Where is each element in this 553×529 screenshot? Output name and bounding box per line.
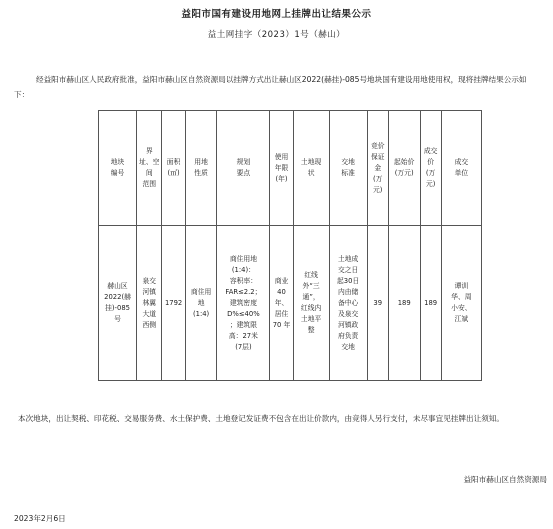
table-header-row [99,111,482,226]
cell-start-price: 189 [388,226,420,381]
header-cell-parcel-no: 地块 编号 [99,111,137,226]
cell-boundary: 泉交 河镇 林翼 大道 西侧 [137,226,162,381]
header-cell-planning: 规划 要点 [217,111,270,226]
document-number: 益土网挂字（2023）1号（赫山） [207,30,346,40]
header-cell-deposit: 竞价 保证 金 (万 元) [367,111,388,226]
header-cell-boundary: 界 址、空间 范围 [137,111,162,226]
issue-date: 2023年2月6日 [14,514,66,523]
cell-deposit: 39 [367,226,388,381]
cell-parcel-no: 赫山区 2022(赫 挂)-085 号 [99,226,137,381]
cell-land-use: 商住用 地 (1:4) [185,226,217,381]
header-cell-deal-price: 成交 价 (万 元) [420,111,441,226]
cell-deal-price: 189 [420,226,441,381]
header-cell-area: 面积 (㎡) [162,111,185,226]
header-cell-status: 土地现 状 [293,111,329,226]
header-cell-land-use: 用地 性质 [185,111,217,226]
header-cell-term: 使用 年限 (年) [270,111,293,226]
header-cell-winner: 成交 单位 [441,111,481,226]
result-table [98,110,482,381]
issuer-signature: 益阳市赫山区自然资源局 [463,475,547,484]
intro-paragraph: 经益阳市赫山区人民政府批准，益阳市赫山区自然资源局以挂牌方式出让赫山区2022(赫挂)-085号地块国有建设用地使用权，现将挂牌结果公示如下： [14,75,527,99]
note-paragraph: 本次地块，出让契税、印花税、交易服务费、水土保护费、土地登记发证费不包含在出让价款内，由竞得人另行支付，未尽事宜见挂牌出让须知。 [18,414,504,423]
cell-status: 红线 外“三 通”， 红线内 土地平 整 [293,226,329,381]
cell-planning: 商住用地 (1:4)： 容积率： FAR≤2.2； 建筑密度 D%≤40% ；建筑限 高：27米 (7层) [217,226,270,381]
cell-term: 商业 40 年、 居住 70 年 [270,226,293,381]
cell-area: 1792 [162,226,185,381]
cell-winner: 谭训 华、周 小安、 江斌 [441,226,481,381]
table-row [99,226,482,381]
header-cell-start-price: 起始价 (万元) [388,111,420,226]
cell-delivery: 土地成 交之日 起30日 内由储 备中心 及泉交 河镇政 府负责 交地 [329,226,367,381]
page-title: 益阳市国有建设用地网上挂牌出让结果公示 [181,9,372,20]
header-cell-delivery: 交地 标准 [329,111,367,226]
